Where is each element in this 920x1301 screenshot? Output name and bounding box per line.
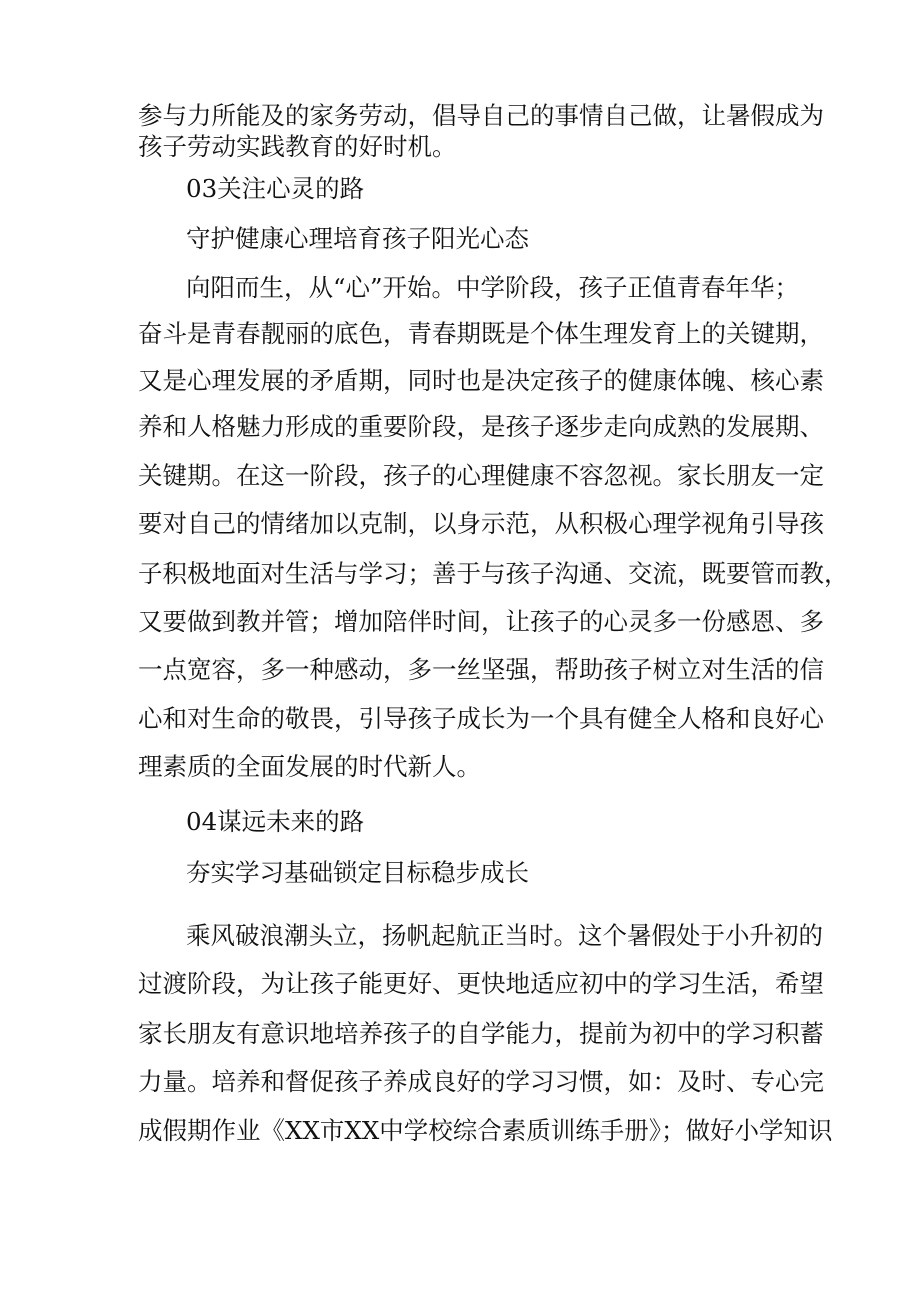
section-heading: 04谋远未来的路 bbox=[186, 807, 365, 836]
section-subheading: 夯实学习基础锁定目标稳步成长 bbox=[186, 858, 529, 887]
paragraph-line: 奋斗是青春靓丽的底色，青春期既是个体生理发育上的关键期， bbox=[138, 319, 824, 348]
paragraph-line: 一点宽容，多一种感动，多一丝坚强，帮助孩子树立对生活的信 bbox=[138, 655, 824, 684]
paragraph-line: 关键期。在这一阶段，孩子的心理健康不容忽视。家长朋友一定 bbox=[138, 461, 824, 490]
paragraph-line: 孩子劳动实践教育的好时机。 bbox=[138, 132, 457, 161]
section-subheading: 守护健康心理培育孩子阳光心态 bbox=[186, 224, 529, 253]
paragraph-line: 乘风破浪潮头立，扬帆起航正当时。这个暑假处于小升初的 bbox=[186, 921, 823, 950]
paragraph-line: 理素质的全面发展的时代新人。 bbox=[138, 752, 481, 781]
section-heading: 03关注心灵的路 bbox=[186, 174, 365, 203]
paragraph-line: 参与力所能及的家务劳动，倡导自己的事情自己做，让暑假成为 bbox=[138, 101, 824, 130]
paragraph-line: 向阳而生，从“心”开始。中学阶段，孩子正值青春年华； bbox=[186, 273, 800, 302]
paragraph-line: 心和对生命的敬畏，引导孩子成长为一个具有健全人格和良好心 bbox=[138, 704, 824, 733]
paragraph-line: 成假期作业《XX市XX中学校综合素质训练手册》；做好小学知识 bbox=[138, 1116, 833, 1145]
paragraph-line: 过渡阶段，为让孩子能更好、更快地适应初中的学习生活，希望 bbox=[138, 969, 824, 998]
paragraph-line: 子积极地面对生活与学习；善于与孩子沟通、交流，既要管而教， bbox=[138, 559, 849, 588]
paragraph-line: 又是心理发展的矛盾期，同时也是决定孩子的健康体魄、核心素 bbox=[138, 366, 824, 395]
paragraph-line: 家长朋友有意识地培养孩子的自学能力，提前为初中的学习积蓄 bbox=[138, 1019, 824, 1048]
paragraph-line: 要对自己的情绪加以克制，以身示范，从积极心理学视角引导孩 bbox=[138, 509, 824, 538]
paragraph-line: 又要做到教并管；增加陪伴时间，让孩子的心灵多一份感恩、多 bbox=[138, 607, 824, 636]
paragraph-line: 养和人格魅力形成的重要阶段，是孩子逐步走向成熟的发展期、 bbox=[138, 412, 824, 441]
paragraph-line: 力量。培养和督促孩子养成良好的学习习惯，如：及时、专心完 bbox=[138, 1067, 824, 1096]
